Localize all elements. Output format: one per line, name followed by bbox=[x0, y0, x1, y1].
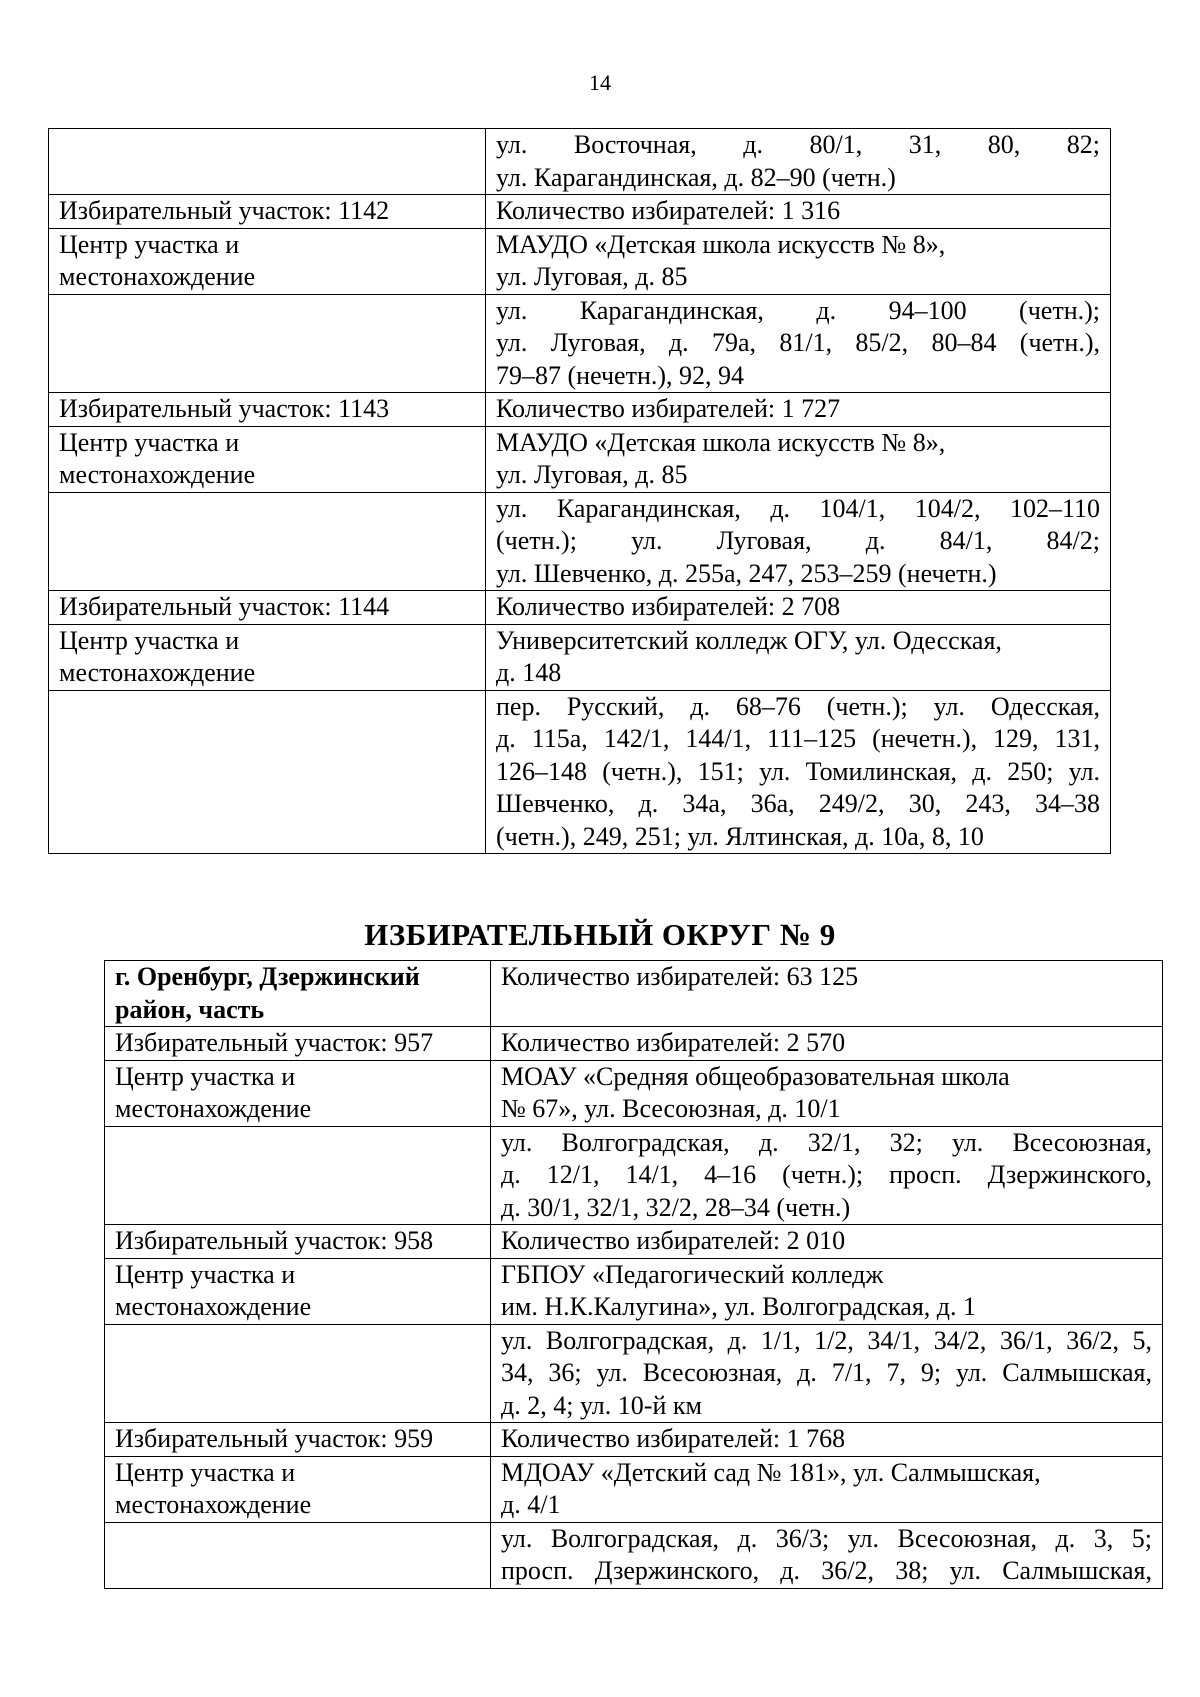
text-line: ул. Шевченко, д. 255а, 247, 253–259 (нечетн.) bbox=[496, 558, 997, 588]
text-line: № 67», ул. Всесоюзная, д. 10/1 bbox=[501, 1094, 841, 1123]
text-line: Центр участка и bbox=[115, 1457, 296, 1487]
table-row bbox=[49, 129, 1111, 195]
text-line: ул. Карагандинская, д. 104/1, 104/2, 102–110 bbox=[496, 493, 1100, 523]
center-location-cell bbox=[491, 1456, 1163, 1522]
table-row bbox=[49, 591, 1111, 625]
text-line: 34, 36; ул. Всесоюзная, д. 7/1, 7, 9; ул. Салмышская, bbox=[501, 1358, 1152, 1387]
voters-count-cell: Количество избирателей: 63 125 bbox=[491, 961, 1163, 1027]
table-row bbox=[105, 1060, 1163, 1126]
text-line: Университетский колледж ОГУ, ул. Одесская, bbox=[496, 625, 1002, 655]
text-line: Центр участка и bbox=[59, 229, 240, 259]
text-line: Центр участка и bbox=[115, 1061, 296, 1091]
text-line: МДОАУ «Детский сад № 181», ул. Салмышская, bbox=[501, 1457, 1041, 1487]
district-9-table bbox=[104, 960, 1163, 1589]
address-cell bbox=[491, 1522, 1163, 1588]
center-label-cell bbox=[49, 624, 486, 690]
table-row bbox=[49, 195, 1111, 229]
center-label-cell bbox=[105, 1258, 491, 1324]
text-line: ул. Волгоградская, д. 36/3; ул. Всесоюзная, д. 3, 5; bbox=[501, 1523, 1152, 1553]
table-row bbox=[105, 1126, 1163, 1225]
station-cell: Избирательный участок: 1144 bbox=[49, 591, 486, 625]
table-row bbox=[49, 690, 1111, 854]
table-row bbox=[49, 624, 1111, 690]
text-line: местонахождение bbox=[59, 262, 256, 291]
text-line: район, часть bbox=[115, 994, 265, 1024]
text-line: ул. Луговая, д. 85 bbox=[496, 262, 688, 291]
left-cell bbox=[49, 294, 486, 393]
table-row bbox=[105, 961, 1163, 1027]
voters-count-cell: Количество избирателей: 2 010 bbox=[491, 1225, 1163, 1259]
text-line: ул. Карагандинская, д. 94–100 (четн.); bbox=[496, 295, 1100, 325]
center-location-cell bbox=[491, 1258, 1163, 1324]
table-row bbox=[49, 294, 1111, 393]
table-row bbox=[105, 1456, 1163, 1522]
voters-count-cell: Количество избирателей: 2 570 bbox=[491, 1027, 1163, 1061]
station-cell: Избирательный участок: 957 bbox=[105, 1027, 491, 1061]
text-line: местонахождение bbox=[59, 658, 256, 687]
text-line: ул. Луговая, д. 85 bbox=[496, 460, 688, 489]
voters-count-cell: Количество избирателей: 1 727 bbox=[486, 393, 1111, 427]
text-line: (четн.), 249, 251; ул. Ялтинская, д. 10а, 8, 10 bbox=[496, 821, 984, 851]
table-row bbox=[105, 1225, 1163, 1259]
text-line: МАУДО «Детская школа искусств № 8», bbox=[496, 229, 946, 259]
voters-count-cell: Количество избирателей: 1 768 bbox=[491, 1423, 1163, 1457]
district-heading: ИЗБИРАТЕЛЬНЫЙ ОКРУГ № 9 bbox=[364, 917, 836, 952]
table-row bbox=[105, 1324, 1163, 1423]
station-cell: Избирательный участок: 1142 bbox=[49, 195, 486, 229]
text-line: Шевченко, д. 34а, 36а, 249/2, 30, 243, 34–38 bbox=[496, 789, 1100, 818]
text-line: Центр участка и bbox=[115, 1259, 296, 1289]
text-line: д. 30/1, 32/1, 32/2, 28–34 (четн.) bbox=[501, 1192, 851, 1222]
text-line: местонахождение bbox=[115, 1292, 312, 1321]
center-location-cell bbox=[491, 1060, 1163, 1126]
address-cell bbox=[486, 294, 1111, 393]
text-line: д. 115а, 142/1, 144/1, 111–125 (нечетн.), 129, 131, bbox=[496, 724, 1100, 753]
text-line: местонахождение bbox=[115, 1094, 312, 1123]
center-label-cell bbox=[49, 228, 486, 294]
address-cell bbox=[486, 129, 1111, 195]
table-row bbox=[105, 1522, 1163, 1588]
center-location-cell bbox=[486, 426, 1111, 492]
center-label-cell bbox=[105, 1060, 491, 1126]
text-line: 126–148 (четн.), 151; ул. Томилинская, д. 250; ул. bbox=[496, 756, 1100, 786]
table-row bbox=[105, 1027, 1163, 1061]
left-cell bbox=[49, 129, 486, 195]
text-line: МОАУ «Средняя общеобразовательная школа bbox=[501, 1061, 1010, 1091]
text-line: ул. Волгоградская, д. 1/1, 1/2, 34/1, 34/2, 36/1, 36/2, 5, bbox=[501, 1325, 1152, 1355]
left-cell bbox=[105, 1522, 491, 1588]
address-cell bbox=[486, 690, 1111, 854]
text-line: ул. Карагандинская, д. 82–90 (четн.) bbox=[496, 162, 896, 192]
address-cell bbox=[491, 1324, 1163, 1423]
text-line: им. Н.К.Калугина», ул. Волгоградская, д. 1 bbox=[501, 1292, 977, 1321]
text-line: ул. Восточная, д. 80/1, 31, 80, 82; bbox=[496, 130, 1100, 159]
text-line: просп. Дзержинского, д. 36/2, 38; ул. Салмышская, bbox=[501, 1556, 1152, 1585]
table-row bbox=[49, 426, 1111, 492]
text-line: г. Оренбург, Дзержинский bbox=[115, 962, 420, 991]
district-area-cell bbox=[105, 961, 491, 1027]
center-location-cell bbox=[486, 624, 1111, 690]
center-label-cell bbox=[105, 1456, 491, 1522]
polling-stations-table-continued bbox=[48, 128, 1111, 854]
left-cell bbox=[49, 690, 486, 854]
page-number: 14 bbox=[589, 70, 611, 95]
text-line: ул. Волгоградская, д. 32/1, 32; ул. Всесоюзная, bbox=[501, 1127, 1152, 1157]
text-line: Центр участка и bbox=[59, 625, 240, 655]
address-cell bbox=[486, 492, 1111, 591]
text-line: д. 4/1 bbox=[501, 1490, 561, 1519]
left-cell bbox=[105, 1324, 491, 1423]
table-row bbox=[105, 1423, 1163, 1457]
text-line: МАУДО «Детская школа искусств № 8», bbox=[496, 427, 946, 457]
station-cell: Избирательный участок: 959 bbox=[105, 1423, 491, 1457]
text-line: д. 2, 4; ул. 10-й км bbox=[501, 1390, 702, 1420]
table-row bbox=[49, 492, 1111, 591]
center-label-cell bbox=[49, 426, 486, 492]
text-line: местонахождение bbox=[59, 460, 256, 489]
text-line: д. 12/1, 14/1, 4–16 (четн.); просп. Дзержинского, bbox=[501, 1160, 1152, 1189]
address-cell bbox=[491, 1126, 1163, 1225]
left-cell bbox=[49, 492, 486, 591]
text-line: местонахождение bbox=[115, 1490, 312, 1519]
text-line: (четн.); ул. Луговая, д. 84/1, 84/2; bbox=[496, 526, 1100, 555]
table-row bbox=[49, 393, 1111, 427]
center-location-cell bbox=[486, 228, 1111, 294]
voters-count-cell: Количество избирателей: 1 316 bbox=[486, 195, 1111, 229]
text-line: д. 148 bbox=[496, 658, 562, 687]
text-line: 79–87 (нечетн.), 92, 94 bbox=[496, 360, 745, 390]
text-line: Центр участка и bbox=[59, 427, 240, 457]
text-line: ГБПОУ «Педагогический колледж bbox=[501, 1259, 884, 1289]
text-line: пер. Русский, д. 68–76 (четн.); ул. Одесская, bbox=[496, 691, 1100, 721]
text-line: ул. Луговая, д. 79а, 81/1, 85/2, 80–84 (четн.), bbox=[496, 328, 1100, 357]
station-cell: Избирательный участок: 958 bbox=[105, 1225, 491, 1259]
voters-count-cell: Количество избирателей: 2 708 bbox=[486, 591, 1111, 625]
table-row bbox=[49, 228, 1111, 294]
left-cell bbox=[105, 1126, 491, 1225]
table-row bbox=[105, 1258, 1163, 1324]
station-cell: Избирательный участок: 1143 bbox=[49, 393, 486, 427]
